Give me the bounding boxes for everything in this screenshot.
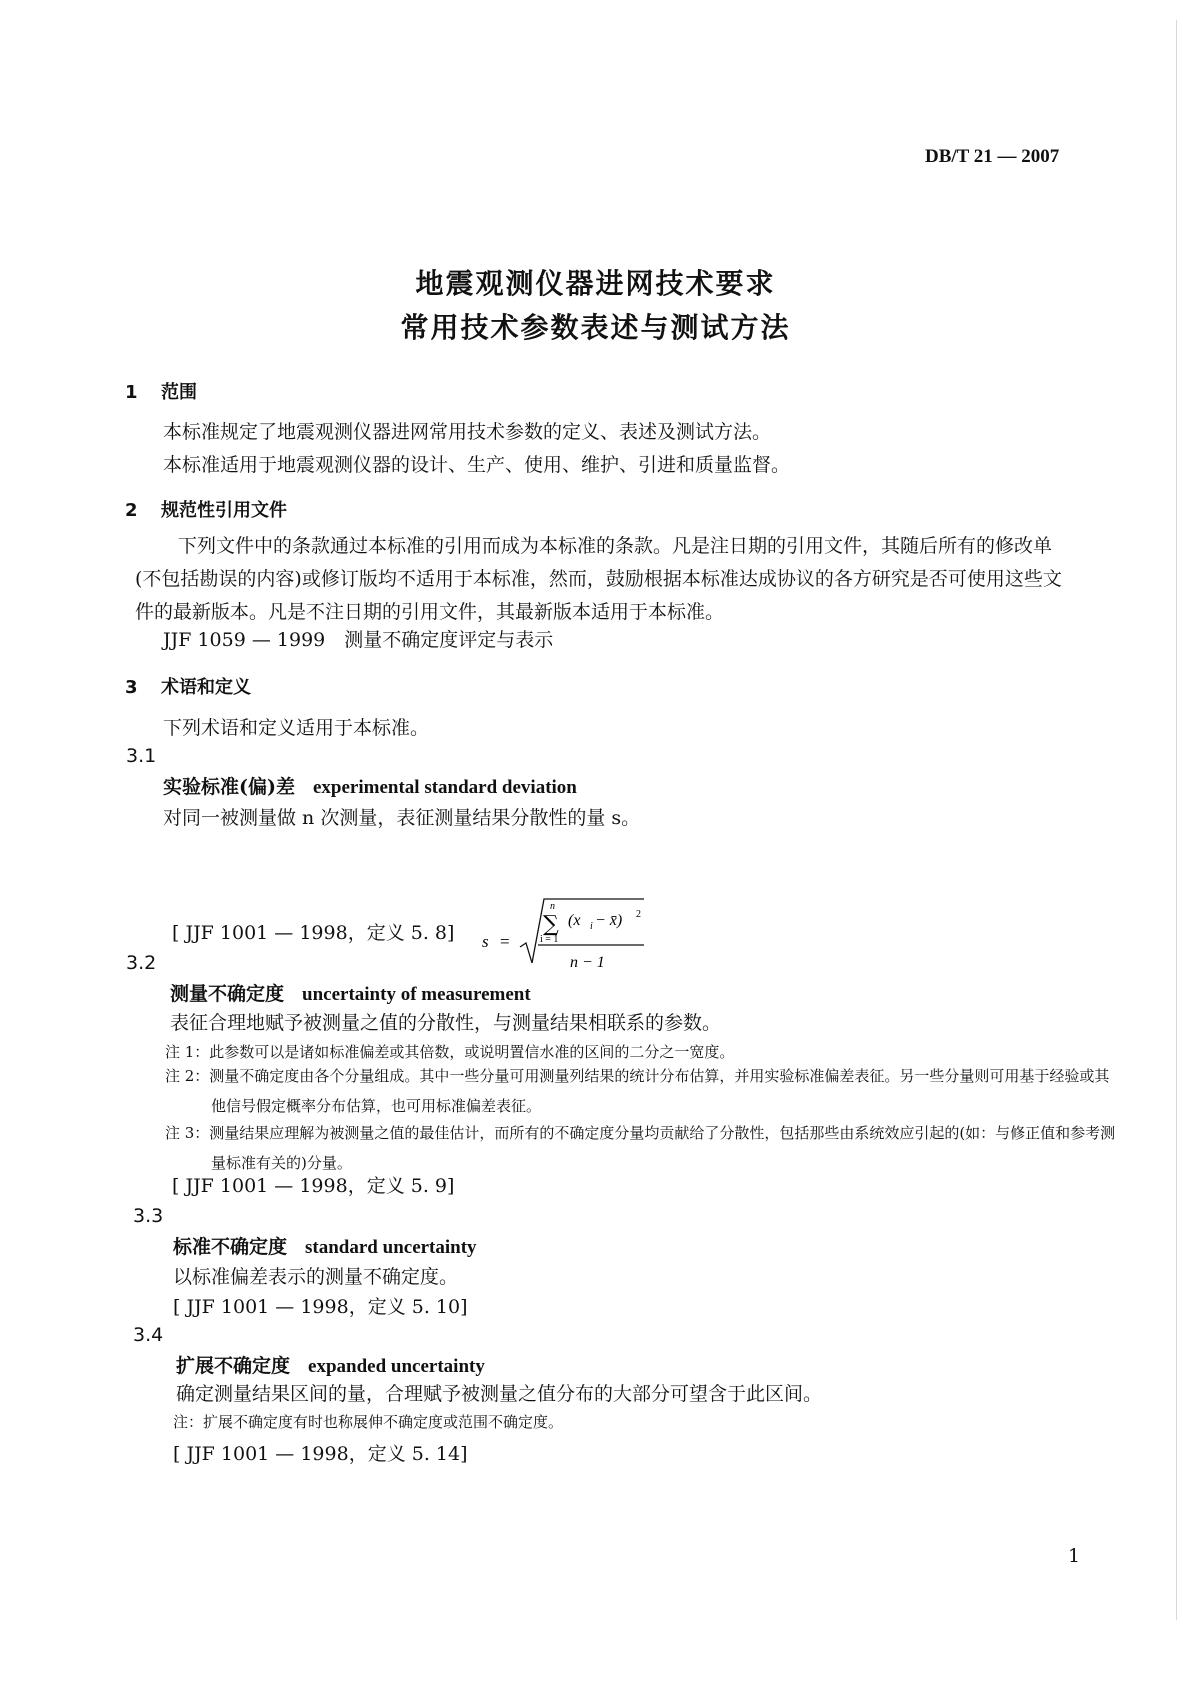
numerator-xbar: − x̄) bbox=[595, 912, 623, 929]
term-en: standard uncertainty bbox=[305, 1237, 477, 1258]
term-3-2-heading bbox=[170, 979, 531, 1006]
term-cn: 测量不确定度 bbox=[170, 983, 285, 1005]
section-3-paragraph: 下列术语和定义适用于本标准。 bbox=[163, 717, 430, 739]
section-title: 规范性引用文件 bbox=[161, 500, 287, 521]
section-3-heading bbox=[125, 673, 251, 699]
term-3-2-definition: 表征合理地赋予被测量之值的分散性，与测量结果相联系的参数。 bbox=[170, 1012, 722, 1034]
section-1-paragraph-1: 本标准规定了地震观测仪器进网常用技术参数的定义、表述及测试方法。 bbox=[163, 421, 772, 443]
document-title-line2: 常用技术参数表述与测试方法 bbox=[400, 311, 791, 344]
term-3-2-note-1: 注 1：此参数可以是诸如标准偏差或其倍数，或说明置信水准的区间的二分之一宽度。 bbox=[165, 1043, 735, 1061]
formula-equals: = bbox=[500, 932, 510, 951]
formula-svg bbox=[482, 895, 720, 985]
section-number: 3 bbox=[125, 677, 138, 698]
section-title: 范围 bbox=[161, 382, 197, 403]
std-deviation-formula bbox=[482, 895, 720, 989]
section-2-paragraph: 下列文件中的条款通过本标准的引用而成为本标准的条款。凡是注日期的引用文件，其随后所有的修改单(不包括勘误的内容)或修订版均不适用于本标准，然而，鼓励根据本标准达成协议的各方研究是否可使用这些文件的最新版本。凡是不注日期的引用文件，其最新版本适用于本标准。 bbox=[135, 535, 1062, 623]
sigma-symbol: ∑ bbox=[543, 912, 559, 937]
term-cn: 扩展不确定度 bbox=[176, 1355, 291, 1377]
term-en: uncertainty of measurement bbox=[302, 984, 531, 1005]
document-title-line1: 地震观测仪器进网技术要求 bbox=[415, 267, 776, 300]
term-3-1-reference: [ JJF 1001 — 1998，定义 5. 8] bbox=[172, 922, 455, 944]
numerator-x: (x bbox=[568, 912, 581, 929]
term-3-1-heading bbox=[163, 772, 577, 799]
section-2-reference: JJF 1059 — 1999 测量不确定度评定与表示 bbox=[163, 629, 554, 651]
section-2-heading bbox=[125, 496, 287, 522]
term-3-2-reference: [ JJF 1001 — 1998，定义 5. 9] bbox=[172, 1175, 455, 1197]
standard-code: DB/T 21 — 2007 bbox=[925, 146, 1060, 167]
sum-lower-limit: i = 1 bbox=[540, 934, 559, 945]
term-3-2-note-2: 注 2：测量不确定度由各个分量组成。其中一些分量可用测量列结果的统计分布估算，并用实验标准偏差表征。另一些分量则可用基于经验或其他信号假定概率分布估算，也可用标准偏差表征。 bbox=[165, 1067, 1110, 1115]
term-en: experimental standard deviation bbox=[312, 777, 577, 798]
section-number: 1 bbox=[125, 382, 138, 403]
term-3-3-heading bbox=[173, 1232, 477, 1259]
denominator: n − 1 bbox=[570, 954, 605, 971]
numerator-subscript: i bbox=[590, 921, 593, 932]
numerator-square: 2 bbox=[636, 909, 641, 920]
term-3-4-heading bbox=[176, 1351, 485, 1378]
term-3-3-definition: 以标准偏差表示的测量不确定度。 bbox=[173, 1266, 459, 1288]
term-3-3-number: 3.3 bbox=[133, 1205, 164, 1227]
section-1-heading bbox=[125, 378, 197, 404]
term-3-4-reference: [ JJF 1001 — 1998，定义 5. 14] bbox=[173, 1443, 468, 1465]
term-3-3-reference: [ JJF 1001 — 1998，定义 5. 10] bbox=[173, 1296, 468, 1318]
term-3-4-note: 注：扩展不确定度有时也称展伸不确定度或范围不确定度。 bbox=[173, 1413, 564, 1431]
term-3-1-number: 3.1 bbox=[126, 745, 157, 767]
section-1-paragraph-2: 本标准适用于地震观测仪器的设计、生产、使用、维护、引进和质量监督。 bbox=[163, 454, 791, 476]
term-3-2-note-3: 注 3：测量结果应理解为被测量之值的最佳估计，而所有的不确定度分量均贡献给了分散性，包括那些由系统效应引起的(如：与修正值和参考测量标准有关的)分量。 bbox=[165, 1124, 1116, 1172]
section-number: 2 bbox=[125, 500, 138, 521]
formula-lhs: s bbox=[482, 932, 489, 951]
page-edge-line bbox=[1176, 20, 1177, 1620]
term-3-2-number: 3.2 bbox=[126, 952, 157, 974]
page-number: 1 bbox=[1068, 1545, 1081, 1567]
term-cn: 实验标准(偏)差 bbox=[163, 776, 295, 798]
section-title: 术语和定义 bbox=[161, 677, 251, 698]
term-3-1-definition: 对同一被测量做 n 次测量，表征测量结果分散性的量 s。 bbox=[163, 807, 641, 829]
sum-upper-limit: n bbox=[550, 901, 555, 912]
term-cn: 标准不确定度 bbox=[173, 1236, 288, 1258]
term-en: expanded uncertainty bbox=[308, 1356, 485, 1377]
term-3-4-number: 3.4 bbox=[133, 1324, 164, 1346]
term-3-4-definition: 确定测量结果区间的量，合理赋予被测量之值分布的大部分可望含于此区间。 bbox=[176, 1383, 823, 1405]
